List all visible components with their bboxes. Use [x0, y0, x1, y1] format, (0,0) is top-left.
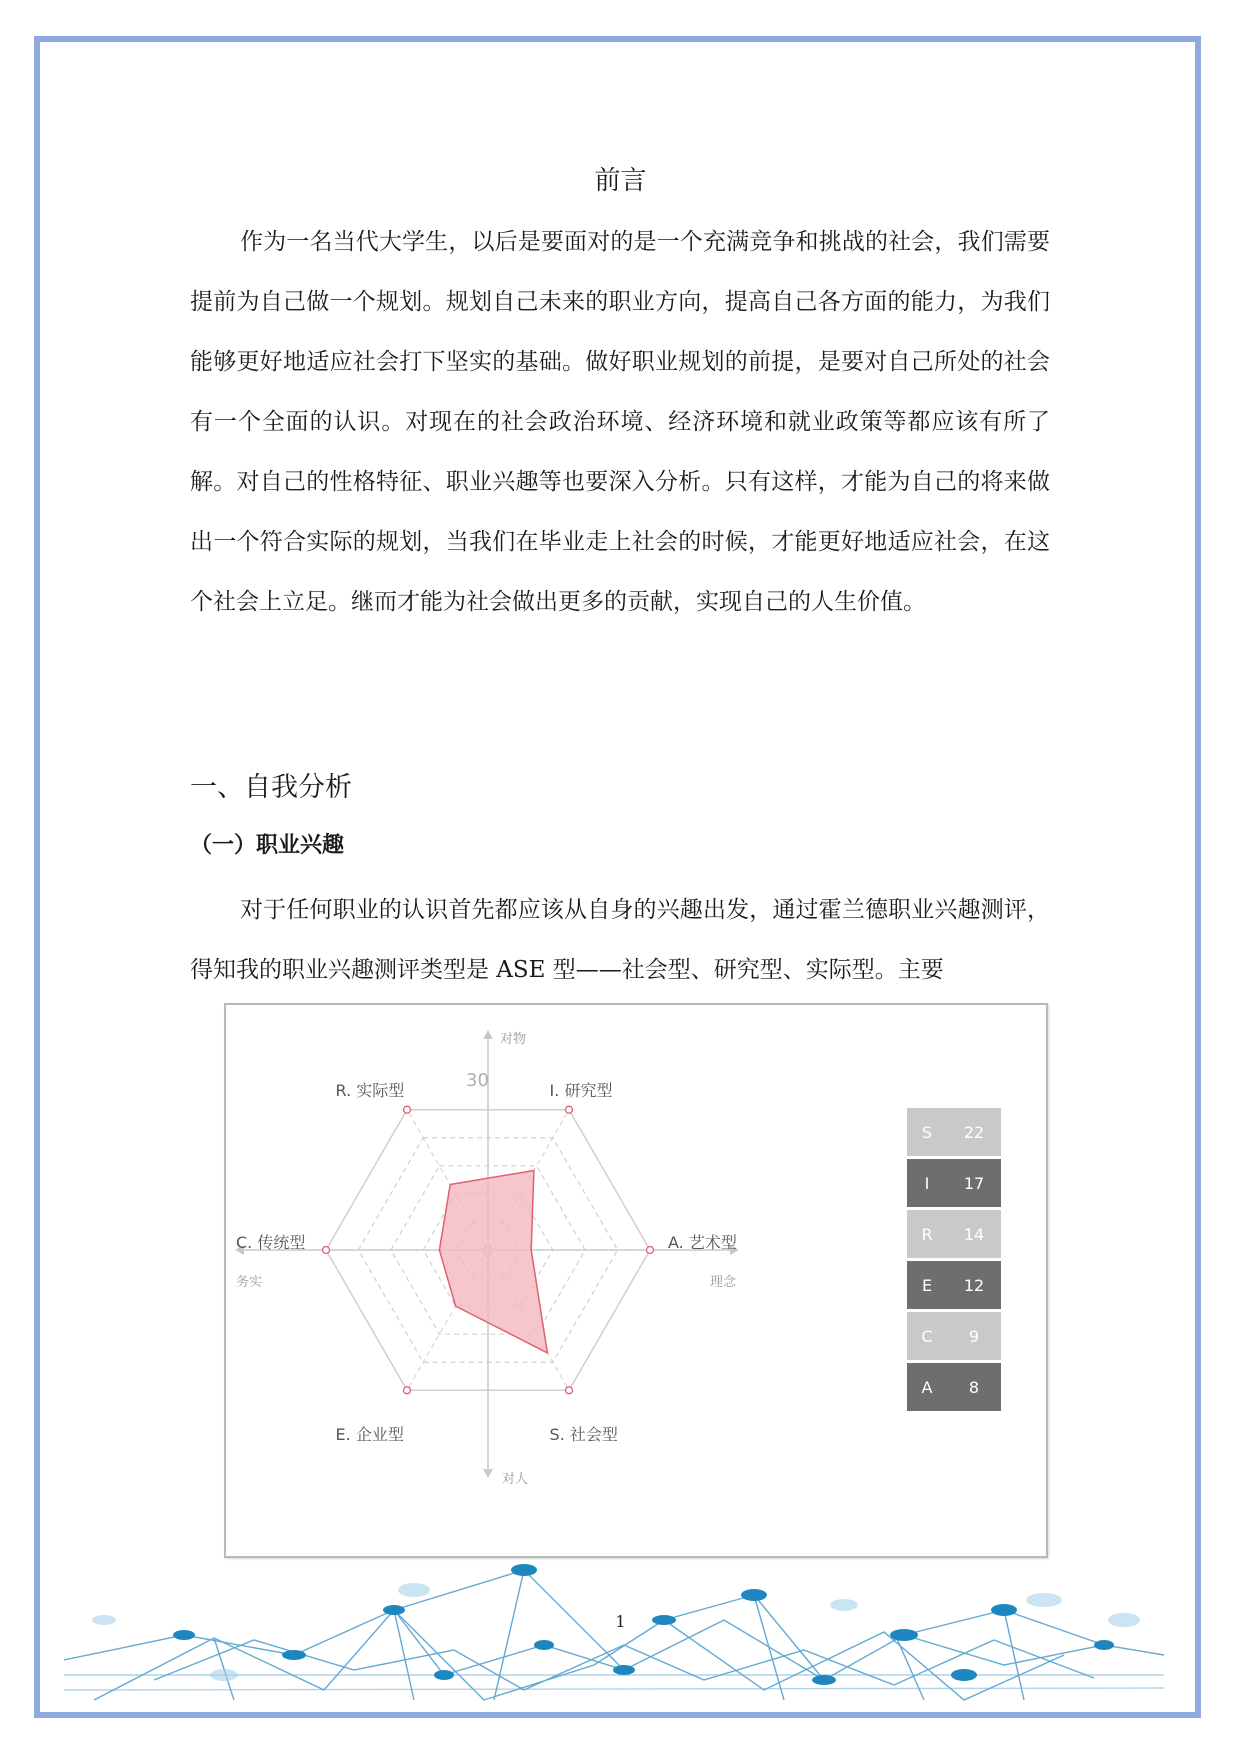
score-code: S: [921, 1122, 933, 1142]
axis-direction-label-left: 务实: [236, 1275, 263, 1290]
axis-direction-label-right: 理念: [710, 1275, 737, 1290]
score-row: [907, 1312, 1001, 1360]
score-code: I: [924, 1173, 930, 1193]
score-row: [907, 1159, 1001, 1207]
section-heading: 一、自我分析: [190, 772, 352, 803]
radar-category-label: E. 企业型: [335, 1425, 404, 1444]
axis-arrow-top: [483, 1030, 493, 1039]
score-row: [907, 1363, 1001, 1411]
axis-direction-label-top: 对物: [500, 1032, 527, 1047]
score-code: E: [921, 1275, 933, 1295]
score-value: 12: [963, 1275, 985, 1295]
score-value: 14: [963, 1224, 985, 1244]
score-value: 17: [963, 1173, 985, 1193]
holland-radar-chart: [224, 1003, 1048, 1558]
page-number: 1: [615, 1612, 626, 1631]
radar-category-label: C. 传统型: [236, 1233, 306, 1252]
network-decoration-image: [64, 1560, 1174, 1710]
axis-arrow-bottom: [483, 1469, 493, 1478]
score-value: 8: [968, 1377, 980, 1397]
section-paragraph: 对于任何职业的认识首先都应该从自身的兴趣出发，通过霍兰德职业兴趣测评，得知我的职业兴趣测评类型是 ASE 型——社会型、研究型、实际型。主要: [190, 897, 1050, 983]
score-value: 22: [963, 1122, 985, 1142]
score-row: [907, 1261, 1001, 1309]
radar-vertex-dot: [404, 1387, 411, 1394]
radar-vertex-dot: [566, 1387, 573, 1394]
radar-category-label: S. 社会型: [549, 1425, 618, 1444]
subsection-heading: （一）职业兴趣: [190, 833, 345, 858]
page-title: 前言: [594, 166, 647, 196]
radar-vertex-dot: [566, 1106, 573, 1113]
score-table: [907, 1108, 1001, 1414]
radar-category-label: R. 实际型: [335, 1081, 405, 1100]
intro-paragraph: 作为一名当代大学生，以后是要面对的是一个充满竞争和挑战的社会，我们需要提前为自己做一个规划。规划自己未来的职业方向，提高自己各方面的能力，为我们能够更好地适应社会打下坚实的基础。做好职业规划的前提，是要对自己所处的社会有一个全面的认识。对现在的社会政治环境、经济环境和就业政策等都应该有所了解。对自己的性格特征、职业兴趣等也要深入分析。只有这样，才能为自己的将来做出一个符合实际的规划，当我们在毕业走上社会的时候，才能更好地适应社会，在这个社会上立足。继而才能为社会做出更多的贡献，实现自己的人生价值。: [190, 229, 1050, 615]
radar-category-label: A. 艺术型: [668, 1233, 737, 1252]
radar-vertex-dot: [647, 1247, 654, 1254]
radar-vertex-dot: [323, 1247, 330, 1254]
axis-direction-label-bottom: 对人: [502, 1472, 529, 1487]
radar-category-label: I. 研究型: [549, 1081, 613, 1100]
score-row: [907, 1210, 1001, 1258]
radar-data-area: [439, 1170, 547, 1352]
score-code: A: [921, 1377, 933, 1397]
score-row: [907, 1108, 1001, 1156]
score-code: R: [921, 1224, 933, 1244]
ring-label-max: 30: [466, 1070, 489, 1091]
score-value: 9: [968, 1326, 980, 1346]
radar-vertex-dot: [404, 1106, 411, 1113]
score-code: C: [921, 1326, 933, 1346]
